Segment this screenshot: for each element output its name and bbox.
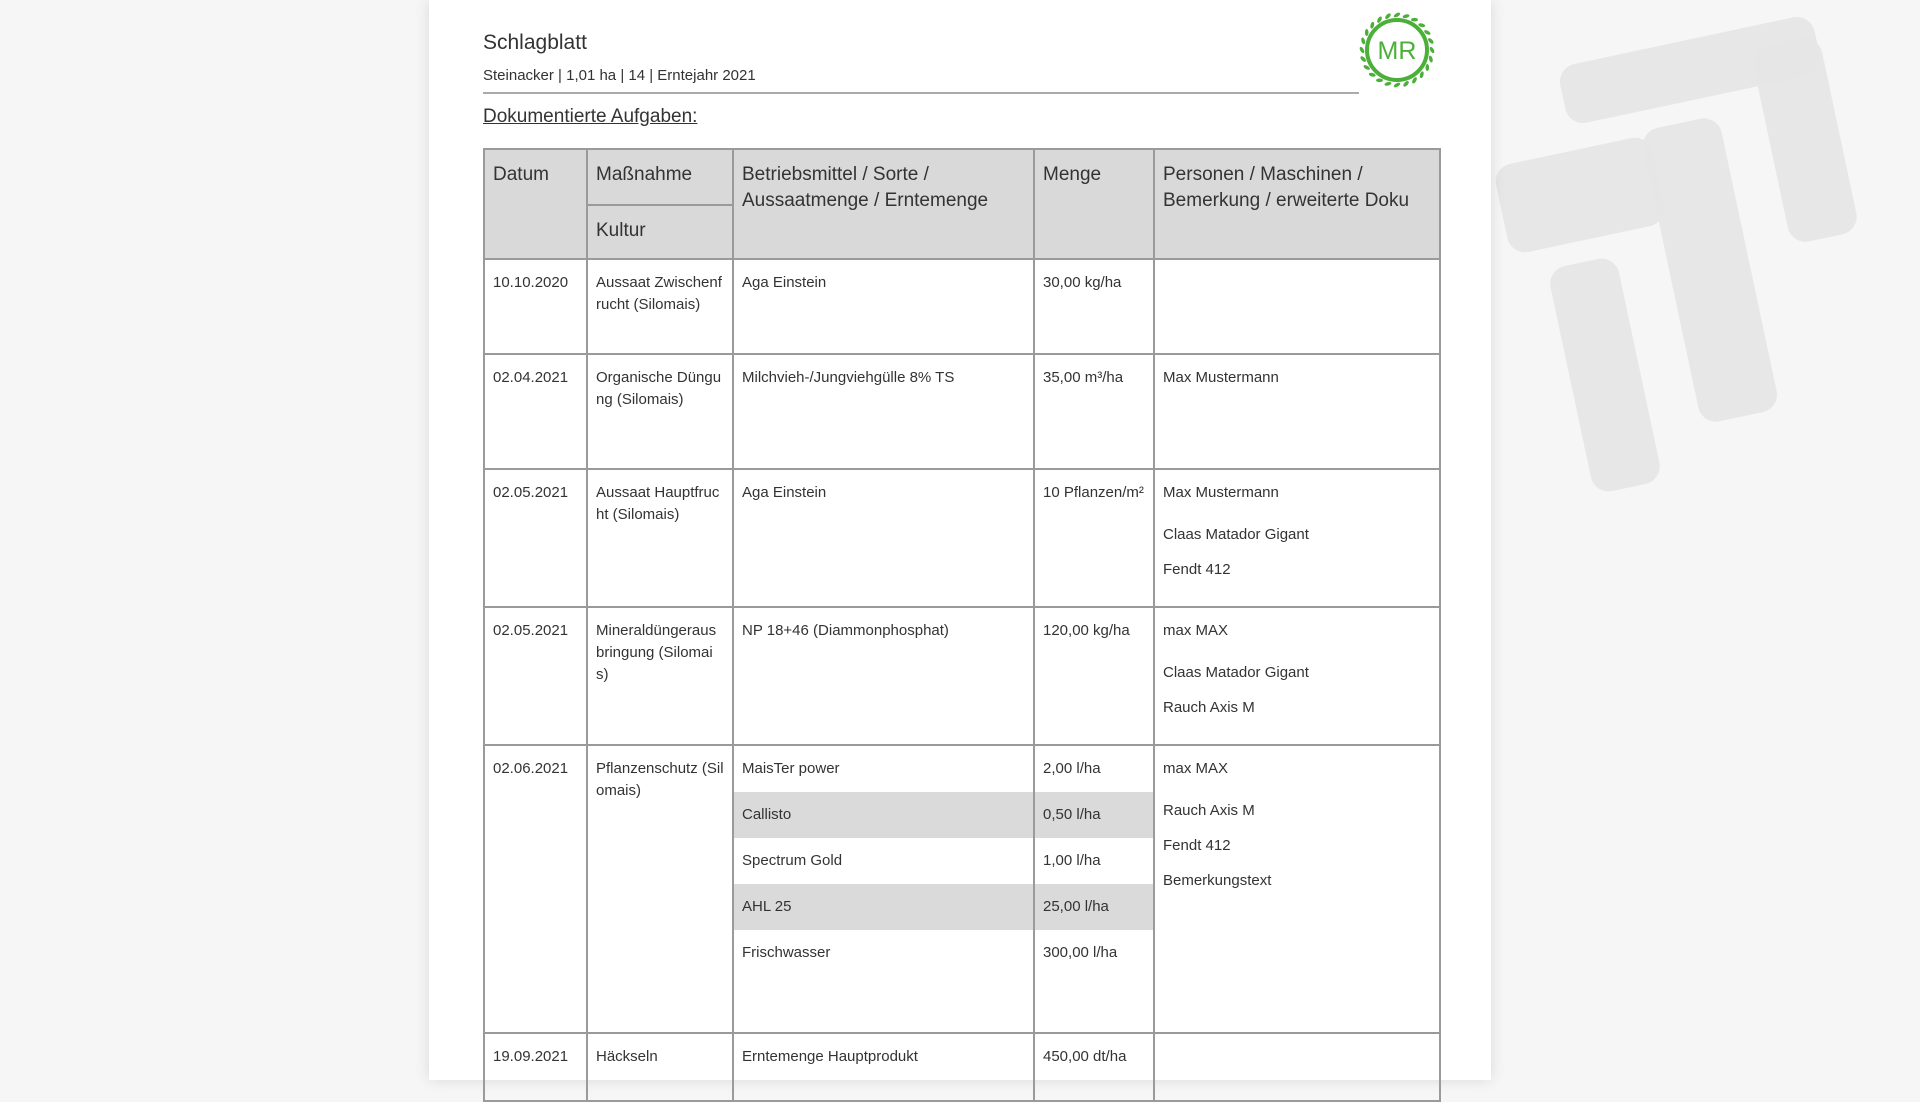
- cell-betriebsmittel: Aga Einstein: [733, 259, 1034, 354]
- cell-datum: 02.06.2021: [484, 745, 587, 1033]
- menge-item: 300,00 l/ha: [1043, 944, 1118, 961]
- cell-betriebsmittel: NP 18+46 (Diammonphosphat): [733, 607, 1034, 745]
- cell-massnahme: Aussaat Hauptfrucht (Silomais): [587, 469, 733, 607]
- cell-datum: 02.05.2021: [484, 469, 587, 607]
- header-divider: [483, 92, 1359, 94]
- background-decoration: [1440, 0, 1920, 600]
- cell-personen: [1154, 354, 1440, 469]
- document-page: [429, 0, 1491, 1080]
- personen-item: Rauch Axis M: [1163, 802, 1255, 819]
- cell-menge: 30,00 kg/ha: [1034, 259, 1154, 354]
- cell-betriebsmittel: Erntemenge Hauptprodukt: [733, 1033, 1034, 1101]
- personen-item: Claas Matador Gigant: [1163, 664, 1309, 681]
- cell-massnahme: Pflanzenschutz (Silomais): [587, 745, 733, 1033]
- cell-massnahme: Häckseln: [587, 1033, 733, 1101]
- cell-menge: 450,00 dt/ha: [1034, 1033, 1154, 1101]
- cell-menge: 120,00 kg/ha: [1034, 607, 1154, 745]
- cell-personen: [1154, 745, 1440, 1033]
- cell-massnahme: Mineraldüngerausbringung (Silomais): [587, 607, 733, 745]
- header-datum: Datum: [484, 149, 587, 259]
- header-kultur: Kultur: [587, 205, 733, 259]
- cell-menge: [1034, 745, 1154, 1033]
- table-row: [484, 745, 1440, 1033]
- betriebsmittel-item: Frischwasser: [742, 944, 831, 961]
- cell-betriebsmittel: Aga Einstein: [733, 469, 1034, 607]
- personen-item: Fendt 412: [1163, 837, 1231, 854]
- betriebsmittel-item: AHL 25: [734, 884, 1033, 930]
- personen-item: max MAX: [1163, 760, 1229, 777]
- cell-massnahme: Aussaat Zwischenfrucht (Silomais): [587, 259, 733, 354]
- table-row: [484, 469, 1440, 607]
- table-row: [484, 259, 1440, 354]
- cell-personen: [1154, 1033, 1440, 1101]
- logo-text: MR: [1377, 37, 1417, 65]
- cell-datum: 10.10.2020: [484, 259, 587, 354]
- mr-logo: [1358, 11, 1436, 89]
- betriebsmittel-item: MaisTer power: [742, 760, 840, 777]
- cell-menge: 10 Pflanzen/m²: [1034, 469, 1154, 607]
- menge-item: 2,00 l/ha: [1043, 760, 1101, 777]
- table-row: [484, 607, 1440, 745]
- tasks-table: [483, 148, 1441, 1102]
- personen-item: Max Mustermann: [1163, 369, 1279, 386]
- section-heading: Dokumentierte Aufgaben:: [483, 106, 698, 127]
- header-betriebsmittel: Betriebsmittel / Sorte / Aussaatmenge / Erntemenge: [733, 149, 1034, 259]
- header-massnahme: Maßnahme: [587, 149, 733, 205]
- cell-datum: 02.05.2021: [484, 607, 587, 745]
- document-title: Schlagblatt: [483, 31, 587, 54]
- menge-item: 0,50 l/ha: [1035, 792, 1153, 838]
- personen-item: max MAX: [1163, 622, 1229, 639]
- cell-betriebsmittel: Milchvieh-/Jungviehgülle 8% TS: [733, 354, 1034, 469]
- cell-datum: 02.04.2021: [484, 354, 587, 469]
- cell-datum: 19.09.2021: [484, 1033, 587, 1101]
- personen-item: Fendt 412: [1163, 561, 1231, 578]
- table-row: [484, 1033, 1440, 1101]
- cell-personen: [1154, 607, 1440, 745]
- betriebsmittel-item: Callisto: [734, 792, 1033, 838]
- cell-personen: [1154, 469, 1440, 607]
- betriebsmittel-item: Spectrum Gold: [742, 852, 843, 869]
- personen-item: Max Mustermann: [1163, 484, 1279, 501]
- cell-personen: [1154, 259, 1440, 354]
- menge-item: 1,00 l/ha: [1043, 852, 1101, 869]
- table-row: [484, 354, 1440, 469]
- cell-betriebsmittel: [733, 745, 1034, 1033]
- menge-item: 25,00 l/ha: [1035, 884, 1153, 930]
- cell-massnahme: Organische Düngung (Silomais): [587, 354, 733, 469]
- header-menge: Menge: [1034, 149, 1154, 259]
- personen-item: Bemerkungstext: [1163, 872, 1272, 889]
- cell-menge: 35,00 m³/ha: [1034, 354, 1154, 469]
- document-subtitle: Steinacker | 1,01 ha | 14 | Erntejahr 2021: [483, 67, 756, 84]
- header-personen: Personen / Maschinen / Bemerkung / erweiterte Doku: [1154, 149, 1440, 259]
- personen-item: Claas Matador Gigant: [1163, 526, 1309, 543]
- personen-item: Rauch Axis M: [1163, 699, 1255, 716]
